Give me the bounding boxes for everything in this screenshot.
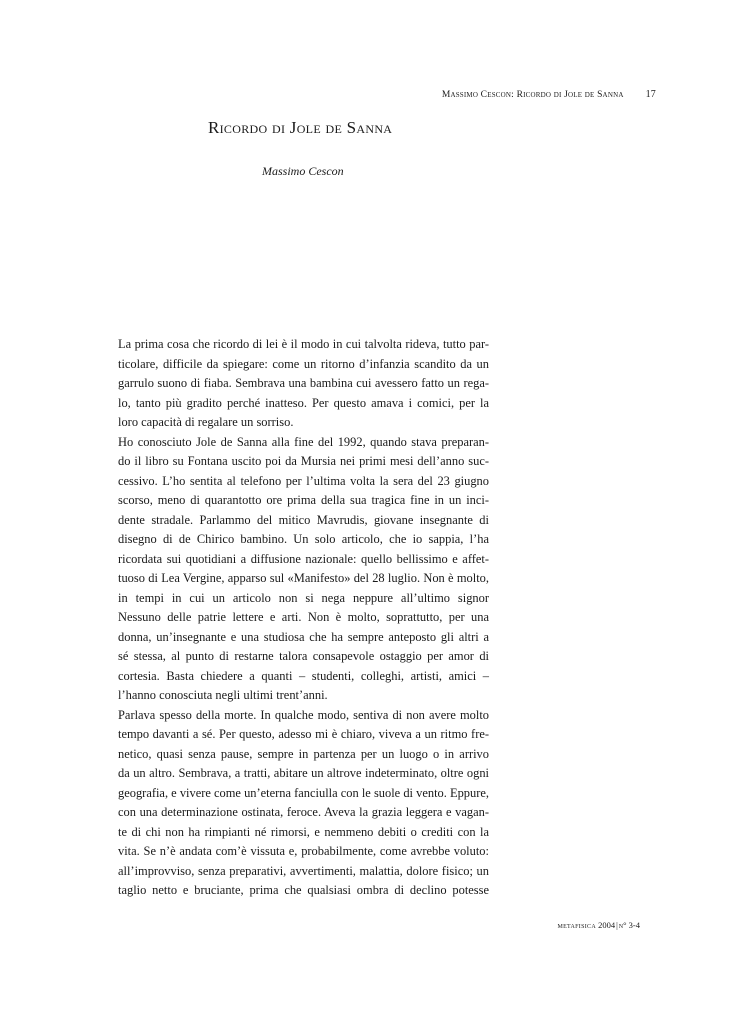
body-line: ricordata sui quotidiani a diffusione nazionale: quello bellissimo e affet- xyxy=(118,551,489,566)
article-author: Massimo Cescon xyxy=(262,164,344,178)
body-line: disegno di de Chirico bambino. Un solo articolo, che io sappia, l’ha xyxy=(118,532,489,546)
body-line: netico, quasi senza pause, sempre in partenza per un luogo o in arrivo xyxy=(118,746,489,761)
body-line: taglio netto e bruciante, prima che qualsiasi ombra di declino potesse xyxy=(118,883,489,897)
body-line: La prima cosa che ricordo di lei è il modo in cui talvolta rideva, tutto par- xyxy=(118,337,489,351)
journal-year: 2004 xyxy=(598,920,616,930)
body-line: Ho conosciuto Jole de Sanna alla fine del 1992, quando stava preparan- xyxy=(118,434,489,449)
body-line: lo, tanto più gradito perché inatteso. Per questo amava i comici, per la xyxy=(118,395,489,410)
body-line: ticolare, difficile da spiegare: come un ritorno d’infanzia scandito da un xyxy=(118,356,489,371)
body-line: dente stradale. Parlammo del mitico Mavrudis, giovane insegnante di xyxy=(118,512,489,527)
running-head-title: Massimo Cescon: Ricordo di Jole de Sanna xyxy=(441,90,624,100)
body-line: all’improvviso, senza preparativi, avvertimenti, malattia, dolore fisico; un xyxy=(118,863,489,878)
body-line: donna, un’insegnante e una studiosa che ha sempre anteposto gli altri a xyxy=(118,629,489,644)
body-line: in tempi in cui un articolo non si nega neppure all’ultimo signor xyxy=(118,590,489,605)
running-head xyxy=(442,89,656,100)
body-line: Nessuno delle patrie lettere e arti. Non è molto, soprattutto, per una xyxy=(118,610,489,624)
body-line: sé stessa, al punto di restarne talora consapevole ostaggio per amor di xyxy=(118,649,489,663)
body-line: geografia, e vivere come un’eterna fanciulla con le suole di vento. Eppure, xyxy=(118,785,489,800)
page-number: 17 xyxy=(645,89,656,100)
body-line: cortesia. Basta chiedere a quanti – studenti, colleghi, artisti, amici – xyxy=(118,668,489,683)
body-line: l’hanno conosciuta negli ultimi trent’anni. xyxy=(118,688,328,702)
journal-name: metafisica xyxy=(557,920,596,930)
body-line: te di chi non ha rimpianti né rimorsi, e nemmeno debiti o crediti con la xyxy=(118,824,489,839)
page-footer xyxy=(557,920,640,930)
body-line: do il libro su Fontana uscito poi da Mursia nei primi mesi dell’anno suc- xyxy=(118,454,489,468)
body-line: vita. Se n’è andata com’è vissuta e, probabilmente, come avrebbe voluto: xyxy=(118,844,489,858)
body-line: tempo davanti a sé. Per questo, adesso mi è chiaro, viveva a un ritmo fre- xyxy=(118,727,489,741)
body-line: da un altro. Sembrava, a tratti, abitare un altrove indeterminato, oltre ogni xyxy=(118,766,489,780)
body-line: Parlava spesso della morte. In qualche modo, sentiva di non avere molto xyxy=(118,707,489,722)
body-line: loro capacità di regalare un sorriso. xyxy=(118,415,294,429)
body-line: garrulo suono di fiaba. Sembrava una bambina cui avessero fatto un rega- xyxy=(118,376,489,390)
journal-issue: n° 3-4 xyxy=(618,920,640,930)
body-line: scorso, meno di quarantotto ore prima della sua tragica fine in un inci- xyxy=(118,493,489,507)
footer-separator: | xyxy=(616,920,618,930)
article-title: Ricordo di Jole de Sanna xyxy=(208,118,393,137)
body-line: tuoso di Lea Vergine, apparso sul «Manifesto» del 28 luglio. Non è molto, xyxy=(118,571,489,585)
body-line: cessivo. L’ho sentita al telefono per l’ultima volta la sera del 23 giugno xyxy=(118,473,489,488)
article-body xyxy=(118,335,489,901)
body-line: con una determinazione ostinata, feroce. Aveva la grazia leggera e vagan- xyxy=(118,805,489,819)
